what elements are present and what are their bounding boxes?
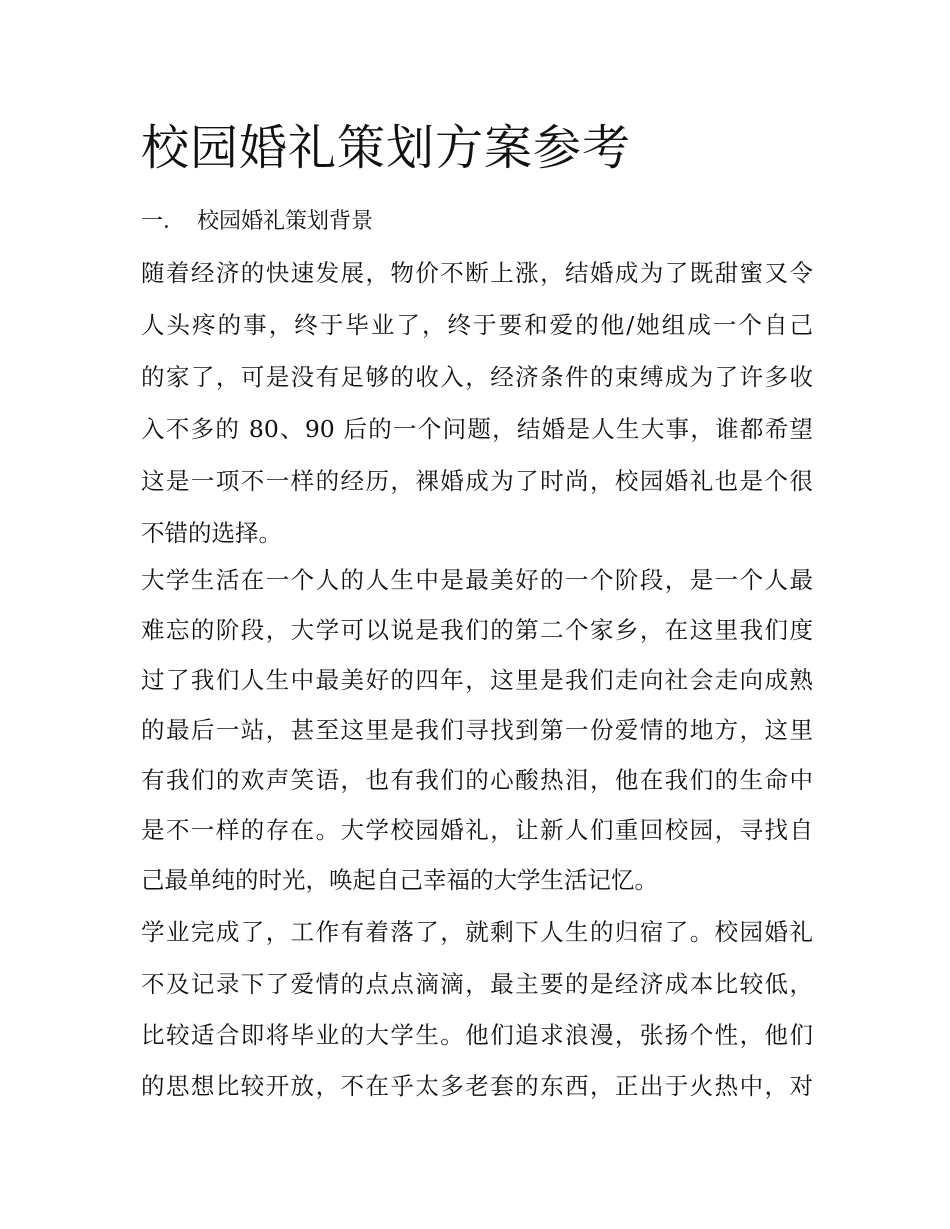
section-heading	[141, 204, 373, 240]
paragraph-line: 随着经济的快速发展，物价不断上涨，结婚成为了既甜蜜又令	[141, 259, 813, 287]
paragraph-line: 入不多的 80、90 后的一个问题，结婚是人生大事，谁都希望	[141, 415, 813, 443]
paragraph-line: 这是一项不一样的经历，裸婚成为了时尚，校园婚礼也是个很	[141, 467, 813, 495]
paragraph-line: 是不一样的存在。大学校园婚礼，让新人们重回校园，寻找自	[141, 816, 813, 844]
paragraph-line: 大学生活在一个人的人生中是最美好的一个阶段，是一个人最	[141, 566, 813, 594]
paragraph-line: 的最后一站，甚至这里是我们寻找到第一份爱情的地方，这里	[141, 716, 813, 744]
paragraph-line: 不错的选择。	[141, 519, 282, 547]
paragraph-line: 的家了，可是没有足够的收入，经济条件的束缚成为了许多收	[141, 363, 813, 391]
paragraph-line: 学业完成了，工作有着落了，就剩下人生的归宿了。校园婚礼	[141, 918, 813, 946]
paragraph-line: 的思想比较开放，不在乎太多老套的东西，正出于火热中，对	[141, 1072, 813, 1100]
paragraph-line: 过了我们人生中最美好的四年，这里是我们走向社会走向成熟	[141, 666, 813, 694]
paragraph-line: 比较适合即将毕业的大学生。他们追求浪漫，张扬个性，他们	[141, 1021, 813, 1049]
paragraph-line: 不及记录下了爱情的点点滴滴，最主要的是经济成本比较低，	[141, 970, 813, 998]
paragraph-line: 己最单纯的时光，唤起自己幸福的大学生活记忆。	[141, 866, 658, 894]
paragraph-line: 难忘的阶段，大学可以说是我们的第二个家乡，在这里我们度	[141, 616, 813, 644]
document-title: 校园婚礼策划方案参考	[141, 120, 632, 176]
paragraph-line: 有我们的欢声笑语，也有我们的心酸热泪，他在我们的生命中	[141, 766, 813, 794]
section-number: 一．	[141, 209, 186, 234]
section-heading-text: 校园婚礼策划背景	[197, 209, 374, 234]
paragraph-line: 人头疼的事，终于毕业了，终于要和爱的他/她组成一个自己	[141, 311, 813, 339]
